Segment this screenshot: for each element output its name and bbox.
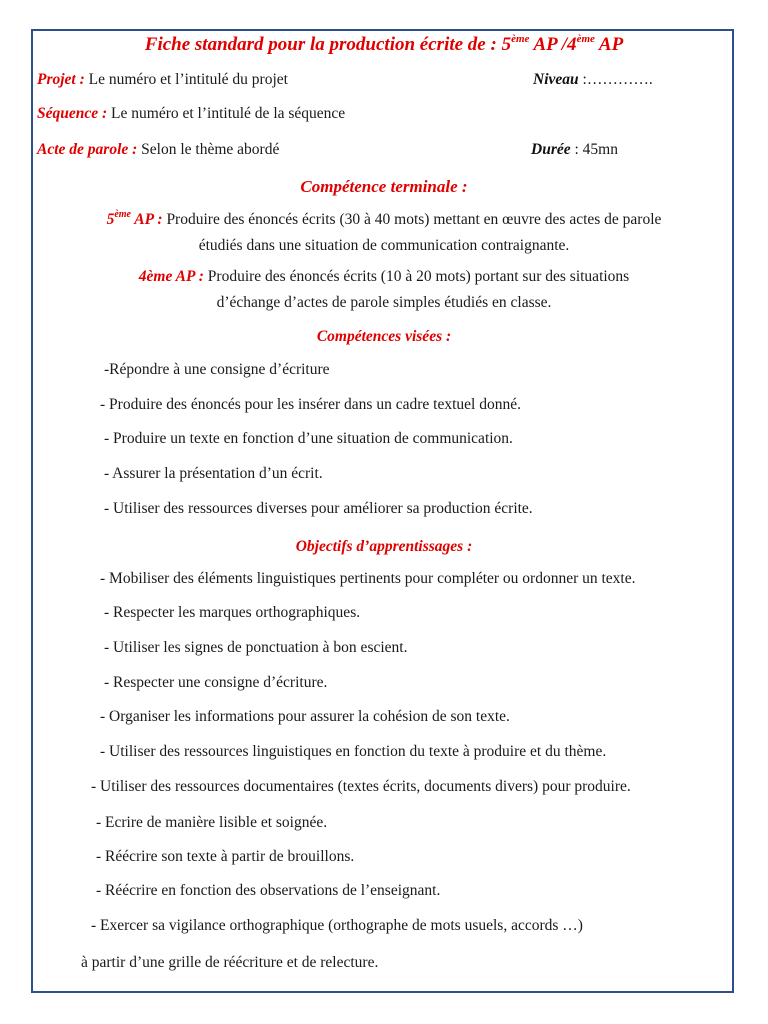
title-mid: AP /4: [529, 34, 577, 55]
objectif-item-6: - Utiliser des ressources linguistiques en fonction du texte à produire et du thème.: [100, 743, 607, 760]
acte-label: Acte de parole :: [37, 141, 138, 158]
ap4-label: 4ème AP :: [138, 268, 204, 285]
objectif-item-7: - Utiliser des ressources documentaires (textes écrits, documents divers) pour produire.: [91, 778, 631, 795]
sequence-row: [37, 104, 345, 124]
niveau-label: Niveau: [533, 71, 579, 88]
page-title: [0, 33, 768, 57]
ap5-paragraph: [0, 207, 768, 259]
ap5-label: [107, 211, 163, 228]
projet-label: Projet :: [37, 71, 85, 88]
objectif-item-11: - Exercer sa vigilance orthographique (orthographe de mots usuels, accords …): [91, 917, 583, 934]
title-suffix: AP: [594, 34, 624, 55]
ap5-label-num: 5: [106, 211, 115, 228]
ap5-line-2: étudiés dans une situation de communication contraignante.: [198, 237, 570, 254]
competences-visees-heading: Compétences visées :: [316, 328, 452, 345]
ap4-paragraph: [0, 264, 768, 316]
sequence-label: Séquence :: [37, 105, 108, 122]
ap5-line-1: [0, 207, 768, 233]
competence-item-2: - Produire des énoncés pour les insérer dans un cadre textuel donné.: [100, 396, 521, 413]
projet-value: Le numéro et l’intitulé du projet: [84, 71, 288, 88]
acte-row: [37, 140, 279, 160]
ap4-line-1: [0, 264, 768, 290]
niveau-row: [533, 70, 653, 90]
objectif-item-1: - Mobiliser des éléments linguistiques pertinents pour compléter ou ordonner un texte.: [100, 570, 636, 587]
objectif-item-2: - Respecter les marques orthographiques.: [104, 604, 361, 621]
objectif-item-3: - Utiliser les signes de ponctuation à bon escient.: [104, 639, 408, 656]
sequence-value: Le numéro et l’intitulé de la séquence: [107, 105, 346, 122]
objectif-item-12: à partir d’une grille de réécriture et de relecture.: [81, 954, 379, 971]
title-sup-1: ème: [511, 33, 530, 45]
ap5-label-rest: AP :: [130, 211, 163, 228]
objectif-item-5: - Organiser les informations pour assurer la cohésion de son texte.: [100, 708, 510, 725]
objectif-item-10: - Réécrire en fonction des observations de l’enseignant.: [96, 882, 441, 899]
title-sup-2: ème: [576, 33, 595, 45]
competence-terminale-heading: Compétence terminale :: [300, 177, 468, 196]
ap5-label-sup: ème: [114, 209, 131, 220]
duree-row: [531, 140, 618, 160]
objectifs-heading: Objectifs d’apprentissages :: [295, 538, 473, 555]
competence-item-1: -Répondre à une consigne d’écriture: [104, 361, 330, 378]
competence-item-3: - Produire un texte en fonction d’une situation de communication.: [104, 430, 513, 447]
projet-row: [37, 70, 288, 90]
title-prefix: Fiche standard pour la production écrite de : 5: [144, 34, 512, 55]
objectif-item-4: - Respecter une consigne d’écriture.: [104, 674, 328, 691]
duree-label: Durée: [531, 141, 571, 158]
ap4-line-2: d’échange d’actes de parole simples étudiés en classe.: [216, 294, 552, 311]
duree-value: : 45mn: [570, 141, 618, 158]
ap4-text-1: Produire des énoncés écrits (10 à 20 mots) portant sur des situations: [203, 268, 630, 285]
competence-item-4: - Assurer la présentation d’un écrit.: [104, 465, 323, 482]
objectif-item-8: - Ecrire de manière lisible et soignée.: [96, 814, 328, 831]
acte-value: Selon le thème abordé: [137, 141, 280, 158]
objectif-item-9: - Réécrire son texte à partir de brouillons.: [96, 848, 355, 865]
niveau-value: :………….: [578, 71, 653, 88]
competence-item-5: - Utiliser des ressources diverses pour améliorer sa production écrite.: [104, 500, 533, 517]
ap5-text-1: Produire des énoncés écrits (30 à 40 mots) mettant en œuvre des actes de parole: [162, 211, 662, 228]
